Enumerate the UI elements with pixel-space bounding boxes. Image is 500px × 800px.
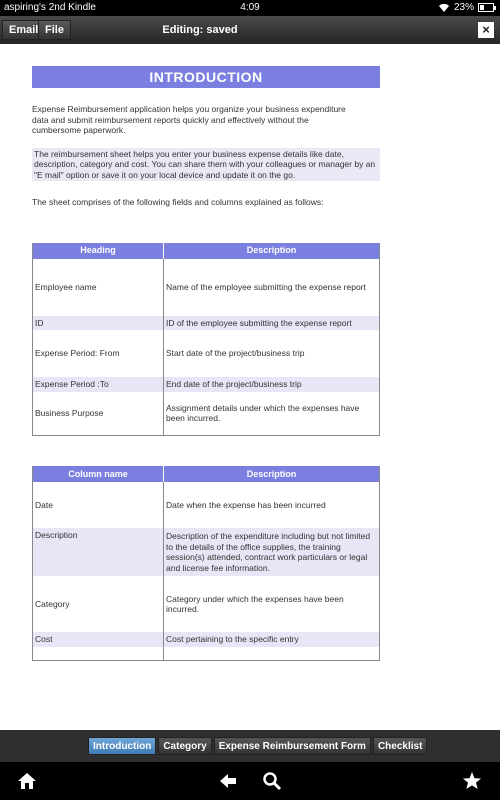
columns-table [32,466,380,661]
favorites-star-icon[interactable] [462,771,482,791]
battery-percent: 23% [453,2,474,13]
table-cell: Description [33,528,164,576]
table-cell: Assignment details under which the expenses have been incurred. [166,402,360,424]
search-icon[interactable] [262,771,282,791]
status-bar [0,0,500,16]
table-cell: Cost pertaining to the specific entry [164,632,380,647]
sheet-tab-bar [0,730,500,762]
table-cell: Business Purpose [33,392,164,436]
table-cell: End date of the project/business trip [164,377,380,392]
tab-expense-reimbursement-form[interactable]: Expense Reimbursement Form [214,737,371,755]
columns-header-column-name: Column name [33,466,164,482]
intro-paragraph-2: The reimbursement sheet helps you enter your business expense details like date, description, category and cost. You can share them with your colleagues or manager by an "E mail" option or save it on your local device and update it on the go. [32,148,380,182]
table-cell: ID [33,316,164,331]
fields-header-description: Description [164,243,380,259]
tab-category[interactable]: Category [158,737,211,755]
document-content [32,66,380,661]
tab-introduction[interactable]: Introduction [88,737,156,755]
table-cell: Employee name [33,259,164,316]
columns-header-description: Description [164,466,380,482]
device-name: aspiring's 2nd Kindle [4,2,96,13]
intro-paragraph-3: The sheet comprises of the following fields and columns explained as follows: [32,197,324,207]
table-cell: Date when the expense has been incurred [166,499,326,510]
table-row[interactable] [33,632,380,647]
tab-checklist[interactable]: Checklist [373,737,427,755]
table-row[interactable] [33,647,380,661]
editing-status: Editing: saved [162,24,238,36]
table-cell [164,647,380,661]
introduction-heading: INTRODUCTION [32,66,380,88]
table-row[interactable] [33,330,380,377]
back-arrow-icon[interactable] [218,771,238,791]
table-row[interactable] [33,259,380,316]
close-icon[interactable]: × [478,22,494,38]
table-cell: Expense Period: From [33,330,164,377]
table-cell: Expense Period :To [33,377,164,392]
table-row[interactable] [33,316,380,331]
intro-paragraph-1: Expense Reimbursement application helps you organize your business expenditure data and submit reimbursement reports quickly and effectively without the cumbersome paperwork. [32,104,346,135]
table-cell: Cost [33,632,164,647]
table-cell: Category under which the expenses have been incurred. [166,593,344,614]
clock-time: 4:09 [240,2,260,13]
fields-header-heading: Heading [33,243,164,259]
file-button[interactable]: File [38,20,71,40]
table-row[interactable] [33,528,380,576]
table-cell: Date [33,482,164,528]
fields-table [32,243,380,437]
table-row[interactable] [33,482,380,528]
table-cell: Start date of the project/business trip [166,348,305,359]
table-cell: Name of the employee submitting the expense report [166,281,366,292]
navigation-bar [0,762,500,800]
table-row[interactable] [33,377,380,392]
top-toolbar [0,16,500,44]
table-cell: ID of the employee submitting the expense report [164,316,380,331]
table-cell: Description of the expenditure including but not limited to the details of the office supplies, the training session(s) attended, contract work particulars or legal and license fee information. [164,528,380,576]
email-button[interactable]: Email [2,20,45,40]
battery-icon [478,3,494,12]
table-row[interactable] [33,392,380,436]
wifi-icon [438,3,450,13]
table-row[interactable] [33,576,380,632]
table-cell: Category [33,576,164,632]
home-icon[interactable] [17,771,37,791]
table-cell [33,647,164,661]
